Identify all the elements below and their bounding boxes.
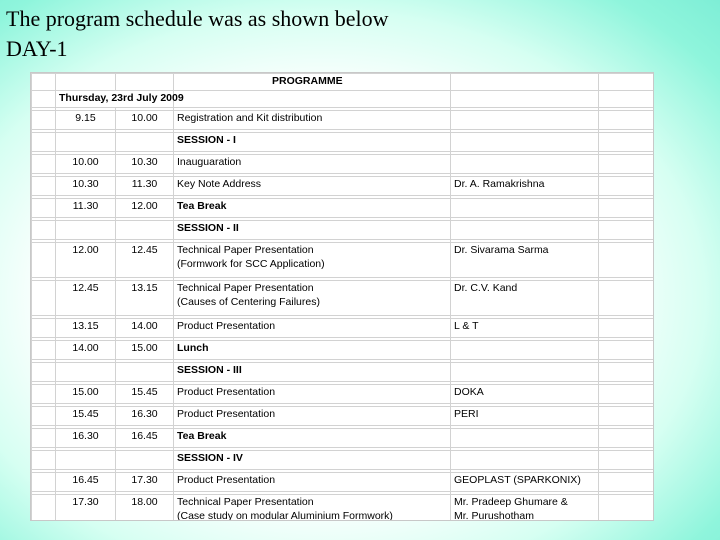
event-title: Tea Break [177,430,227,442]
start-time: 13.15 [56,319,116,338]
speaker-cell [451,243,599,278]
day-label: DAY-1 [6,36,68,61]
event-title: Product Presentation [177,386,276,398]
end-time: 10.30 [116,155,174,174]
slide-title [6,4,388,64]
event-cell [174,407,451,426]
event-subtitle: (Causes of Centering Failures) [177,296,320,308]
event-title: Inauguaration [177,156,242,168]
event-cell [174,319,451,338]
start-time: 10.00 [56,155,116,174]
start-time: 17.30 [56,495,116,522]
table-row [32,473,654,492]
programme-heading: PROGRAMME [174,74,451,91]
start-time: 14.00 [56,341,116,360]
session-row [32,451,654,470]
event-title: Product Presentation [177,320,276,332]
event-cell [174,111,451,130]
speaker-name: L & T [454,320,479,332]
table-heading-row [32,74,654,91]
speaker-cell [451,429,599,448]
speaker-cell [451,385,599,404]
event-cell [174,155,451,174]
event-title: Product Presentation [177,474,276,486]
date-row [32,91,654,108]
table-row [32,407,654,426]
table-row [32,385,654,404]
speaker-cell [451,319,599,338]
end-time: 16.30 [116,407,174,426]
table-row [32,319,654,338]
speaker-name: GEOPLAST (SPARKONIX) [454,474,581,486]
schedule-sheet [30,72,654,521]
speaker-name: Dr. A. Ramakrishna [454,178,545,190]
event-title: Tea Break [177,200,227,212]
event-cell [174,495,451,522]
session-label: SESSION - III [174,363,451,382]
speaker-cell [451,407,599,426]
event-subtitle: (Formwork for SCC Application) [177,258,325,270]
speaker-cell [451,155,599,174]
event-title: Technical Paper Presentation [177,244,314,256]
event-cell [174,473,451,492]
table-row [32,341,654,360]
speaker-name: Dr. Sivarama Sarma [454,244,549,256]
event-title: Lunch [177,342,209,354]
start-time: 12.45 [56,281,116,316]
start-time: 16.45 [56,473,116,492]
session-label: SESSION - IV [174,451,451,470]
event-cell [174,281,451,316]
end-time: 15.45 [116,385,174,404]
end-time: 16.45 [116,429,174,448]
session-row [32,221,654,240]
table-row [32,281,654,316]
session-row [32,133,654,152]
end-time: 13.15 [116,281,174,316]
start-time: 11.30 [56,199,116,218]
table-row [32,111,654,130]
speaker-cell [451,281,599,316]
table-row [32,155,654,174]
speaker-cell [451,341,599,360]
slide-title-line: The program schedule was as shown below [6,6,389,31]
schedule-date: Thursday, 23rd July 2009 [56,91,174,108]
speaker-cell [451,495,599,522]
speaker-cell [451,111,599,130]
event-title: Registration and Kit distribution [177,112,323,124]
start-time: 16.30 [56,429,116,448]
session-label: SESSION - II [174,221,451,240]
event-title: Technical Paper Presentation [177,496,314,508]
event-title: Technical Paper Presentation [177,282,314,294]
end-time: 14.00 [116,319,174,338]
start-time: 9.15 [56,111,116,130]
event-title: Key Note Address [177,178,262,190]
speaker-name-2: Mr. Purushotham [454,510,534,521]
table-row [32,495,654,522]
table-row [32,243,654,278]
speaker-cell [451,177,599,196]
start-time: 10.30 [56,177,116,196]
end-time: 15.00 [116,341,174,360]
end-time: 10.00 [116,111,174,130]
end-time: 12.00 [116,199,174,218]
speaker-name: Mr. Pradeep Ghumare & [454,496,568,508]
event-cell [174,177,451,196]
table-row [32,429,654,448]
end-time: 17.30 [116,473,174,492]
start-time: 15.45 [56,407,116,426]
schedule-table [31,73,654,521]
event-cell [174,243,451,278]
end-time: 12.45 [116,243,174,278]
table-row [32,177,654,196]
speaker-name: DOKA [454,386,484,398]
table-row [32,199,654,218]
event-subtitle: (Case study on modular Aluminium Formwork) [177,510,393,521]
session-label: SESSION - I [174,133,451,152]
end-time: 11.30 [116,177,174,196]
event-cell [174,341,451,360]
speaker-cell [451,473,599,492]
event-cell [174,385,451,404]
speaker-name: PERI [454,408,479,420]
speaker-cell [451,199,599,218]
event-cell [174,429,451,448]
speaker-name: Dr. C.V. Kand [454,282,518,294]
event-title: Product Presentation [177,408,276,420]
end-time: 18.00 [116,495,174,522]
start-time: 12.00 [56,243,116,278]
start-time: 15.00 [56,385,116,404]
session-row [32,363,654,382]
event-cell [174,199,451,218]
